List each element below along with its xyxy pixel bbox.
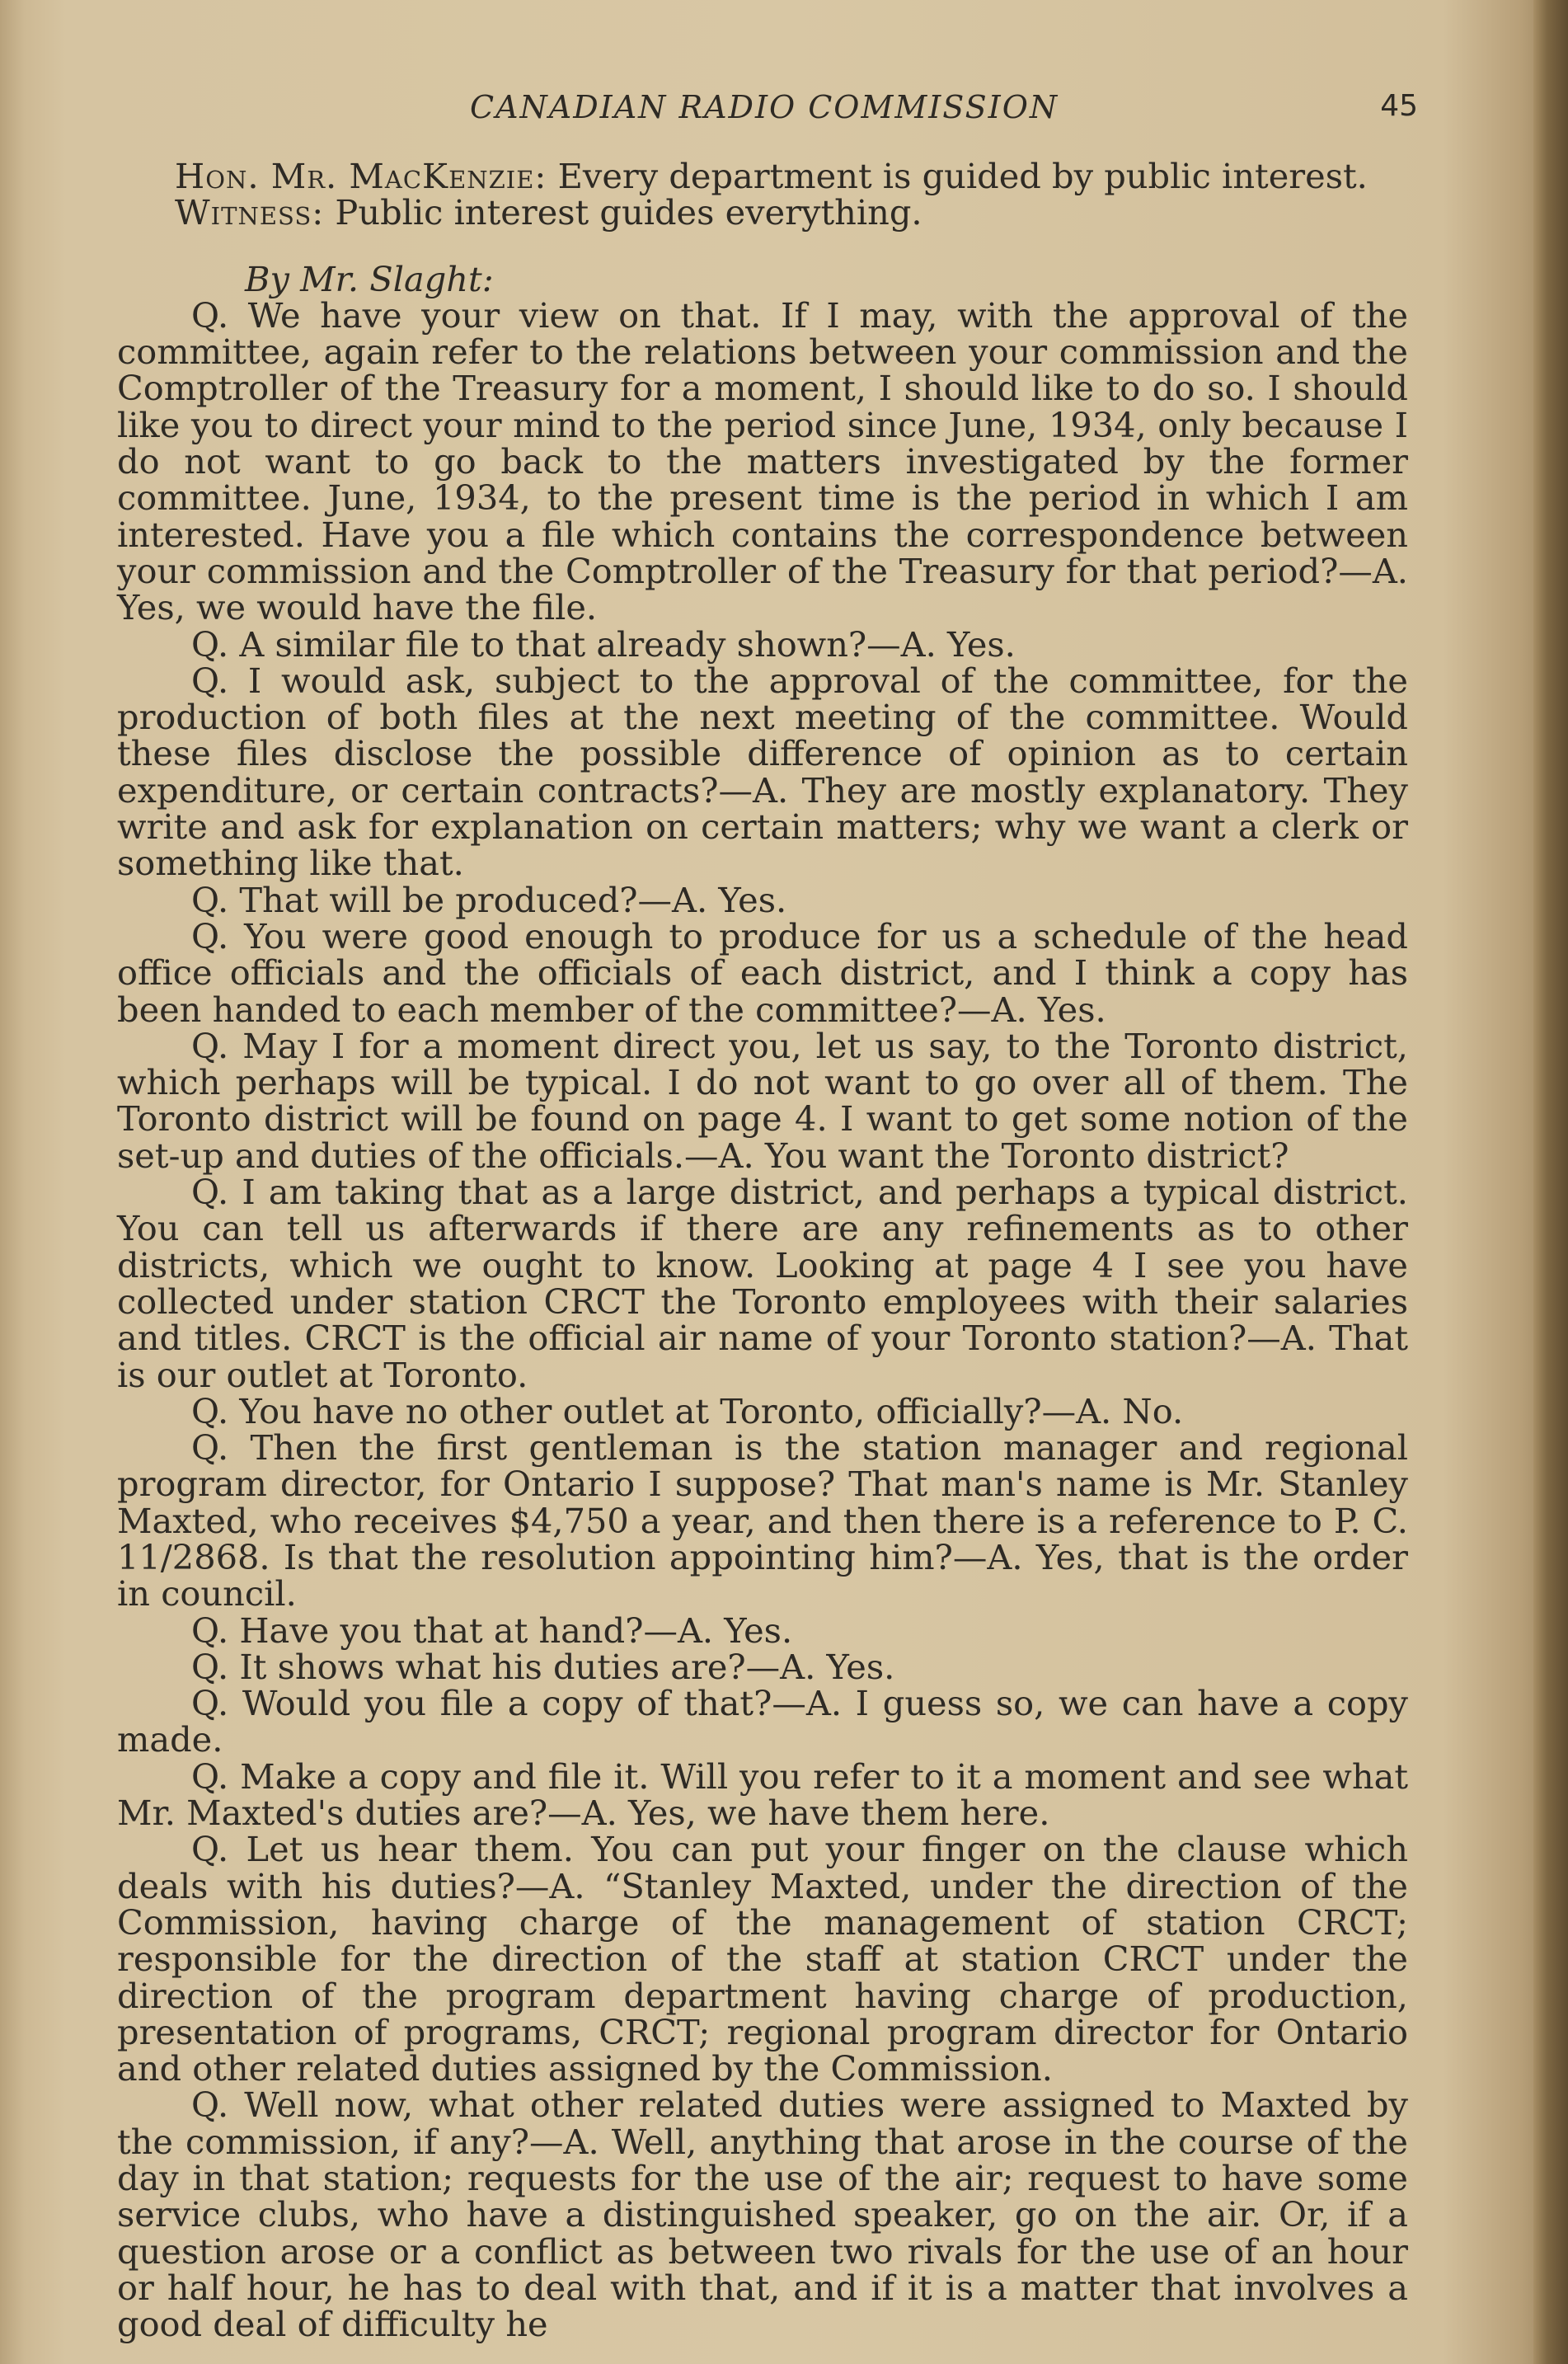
qa-paragraph: Q. I would ask, subject to the approval of the committee, for the production of both files at the next meeting of the committee. Would these files disclose the possible difference of opinion as to certain expenditure, or certain contracts?—A. They are mostly explanatory. They write and ask for explanation on certain matters; why we want a clerk or something like that. xyxy=(117,660,1408,884)
qa-paragraph: Q. Then the first gentleman is the station manager and regional program director, for Ontario I suppose? That man's name is Mr. Stanley Maxted, who receives $4,750 a year, and then there is a reference to P. C. 11/2868. Is that the resolution appointing him?—A. Yes, that is the order in council. xyxy=(117,1427,1408,1614)
speech-text: Every department is guided by public interest. xyxy=(557,156,1368,196)
qa-paragraph: Q. Let us hear them. You can put your finger on the clause which deals with his duties?—A. “Stanley Maxted, under the direction of the Commission, having charge of the management of station CRCT; responsible for the direction of the staff at station CRCT under the direction of the program department having charge of production, presentation of programs, CRCT; regional program director for Ontario and other related duties assigned by the Commission. xyxy=(117,1829,1408,2089)
qa-paragraph: Q. It shows what his duties are?—A. Yes. xyxy=(191,1646,895,1687)
qa-paragraph: Q. I am taking that as a large district, and perhaps a typical district. You can tell us afterwards if there are any refinements as to other districts, which we ought to know. Looking at page 4 I see you have collected under station CRCT the Toronto employees with their salaries and titles. CRCT is the official air name of your Toronto station?—A. That is our outlet at Toronto. xyxy=(117,1172,1408,1395)
qa-paragraph: Q. We have your view on that. If I may, with the approval of the committee, again refer to the relations between your commission and the Comptroller of the Treasury for a moment, I should like to do so. I should like you to direct your mind to the period since June, 1934, only because I do not want to go back to the matters investigated by the former committee. June, 1934, to the present time is the period in which I am interested. Have you a file which contains the correspondence between your commission and the Comptroller of the Treasury for that period?—A. Yes, we would have the file. xyxy=(117,294,1408,628)
speaker-name: Witness: xyxy=(175,192,325,233)
speech-witness xyxy=(117,192,1408,233)
running-title: CANADIAN RADIO COMMISSION xyxy=(470,89,1059,125)
qa-paragraph: Q. May I for a moment direct you, let us say, to the Toronto district, which perhaps will be typical. I do not want to go over all of them. The Toronto district will be found on page 4. I want to get some notion of the set-up and duties of the officials.—A. You want the Toronto district? xyxy=(117,1025,1408,1176)
page-number: 45 xyxy=(1380,89,1418,123)
qa-paragraph: Q. You were good enough to produce for us a schedule of the head office officials and the officials of each district, and I think a copy has been handed to each member of the committee?—A. Yes. xyxy=(117,915,1408,1030)
transcript-body xyxy=(117,158,1408,2343)
qa-paragraph: Q. You have no other outlet at Toronto, officially?—A. No. xyxy=(191,1390,1184,1431)
speech-text: Public interest guides everything. xyxy=(335,192,922,233)
speaker-name: Hon. Mr. MacKenzie: xyxy=(175,156,547,196)
qa-paragraph: Q. That will be produced?—A. Yes. xyxy=(191,879,787,920)
qa-paragraph: Q. Have you that at hand?—A. Yes. xyxy=(191,1610,793,1651)
qa-paragraph: Q. Make a copy and file it. Will you refer to it a moment and see what Mr. Maxted's duties are?—A. Yes, we have them here. xyxy=(117,1755,1408,1834)
qa-paragraph: Q. A similar file to that already shown?—A. Yes. xyxy=(191,623,1016,665)
qa-paragraph: Q. Well now, what other related duties were assigned to Maxted by the commission, if any?—A. Well, anything that arose in the course of the day in that station; requests for the use of the air; request to have some service clubs, who have a distinguished speaker, go on the air. Or, if a question arose or a conflict as between two rivals for the use of an hour or half hour, he has to deal with that, and if it is a matter that involves a good deal of difficulty he xyxy=(117,2084,1408,2345)
running-header xyxy=(115,89,1418,139)
examiner-heading: By Mr. Slaght: xyxy=(245,258,494,299)
qa-paragraph: Q. Would you file a copy of that?—A. I guess so, we can have a copy made. xyxy=(117,1683,1408,1760)
speech-mackenzie xyxy=(117,158,1408,195)
book-binding-edge xyxy=(1533,0,1568,2364)
